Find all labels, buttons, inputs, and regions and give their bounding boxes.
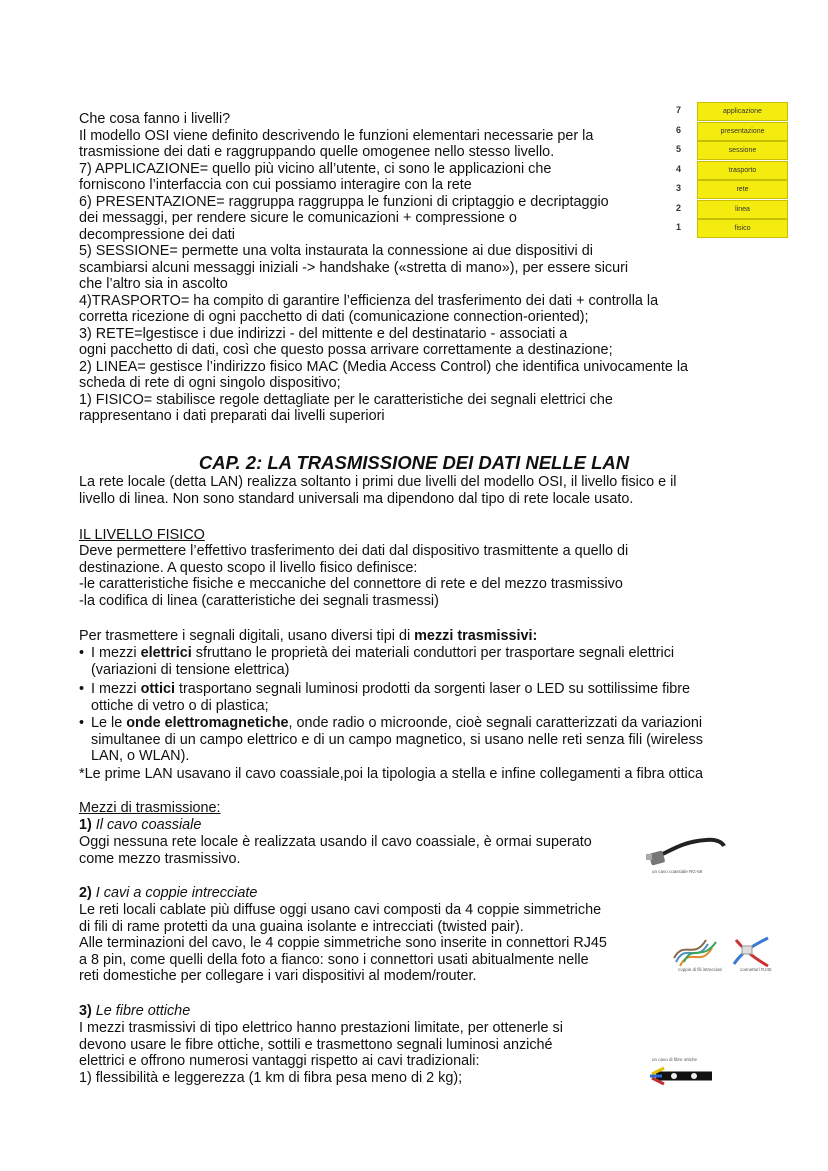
osi-layer-label: presentazione bbox=[697, 122, 788, 141]
fiber-optic-image bbox=[650, 1062, 725, 1090]
osi-layer-number: 2 bbox=[676, 202, 682, 213]
bullet-glyph: • bbox=[79, 645, 85, 661]
text-line: destinazione. A questo scopo il livello fisico definisce: bbox=[79, 559, 418, 576]
bullet-glyph: • bbox=[79, 681, 85, 697]
text-line: scambiarsi alcuni messaggi iniziali -> handshake («stretta di mano»), per essere sicuri bbox=[79, 259, 629, 276]
text-line: 5) SESSIONE= permette una volta instaurata la connessione ai due dispositivi di bbox=[79, 243, 593, 259]
text-line: forniscono l’interfaccia con cui possiamo interagire con la rete bbox=[79, 177, 472, 193]
text-line: Oggi nessuna rete locale è realizzata usando il cavo coassiale, è ormai superato bbox=[79, 834, 592, 850]
twisted-pair-image bbox=[672, 932, 772, 972]
text-line: di fili di rame protetti da una guaina isolante e intrecciati (twisted pair). bbox=[79, 918, 524, 935]
text-line: a 8 pin, come quelli della foto a fianco: sono i connettori usati abitualmente nelle bbox=[79, 951, 589, 968]
text-line: Il modello OSI viene definito descrivendo le funzioni elementari necessarie per la bbox=[79, 127, 594, 144]
text-line: 3) RETE=lgestisce i due indirizzi - del mittente e del destinatario - associati a bbox=[79, 325, 568, 342]
osi-layer-row bbox=[670, 200, 792, 219]
text-line: rappresentano i dati preparati dai livelli superiori bbox=[79, 408, 385, 424]
text-line: -le caratteristiche fisiche e meccaniche del connettore di rete e del mezzo trasmissivo bbox=[79, 576, 623, 592]
osi-layer-row bbox=[670, 161, 792, 180]
rj45-caption: connettori RJ45 bbox=[740, 967, 772, 972]
text-line: trasmissione dei dati e raggruppando quelle omogenee nello stesso livello. bbox=[79, 144, 555, 160]
twisted-pair-caption: coppie di fili intrecciati bbox=[678, 967, 722, 972]
text-line: simultanee di un campo elettrico e di un campo magnetico, si usano nelle reti senza fili (wireless bbox=[91, 731, 703, 748]
text-line: ottiche di vetro o di plastica; bbox=[91, 697, 269, 714]
text-line: 6) PRESENTAZIONE= raggruppa raggruppa le funzioni di criptaggio e decriptaggio bbox=[79, 193, 609, 210]
text-line: 2) LINEA= gestisce l’indirizzo fisico MAC (Media Access Control) che identifica univocamente la bbox=[79, 358, 689, 375]
osi-layer-label: sessione bbox=[697, 141, 788, 160]
text-line: ogni pacchetto di dati, così che questo possa arrivare correttamente a destinazione; bbox=[79, 342, 613, 358]
section2-title: 2) I cavi a coppie intrecciate bbox=[79, 885, 258, 901]
osi-layer-row bbox=[670, 219, 792, 238]
osi-layer-row bbox=[670, 102, 792, 121]
osi-layer-label: linea bbox=[697, 200, 788, 219]
osi-layer-row bbox=[670, 122, 792, 141]
means-heading: Mezzi di trasmissione: bbox=[79, 800, 221, 816]
media-intro: Per trasmettere i segnali digitali, usano diversi tipi di mezzi trasmissivi: bbox=[79, 628, 538, 644]
osi-layer-label: rete bbox=[697, 180, 788, 199]
osi-layer-row bbox=[670, 141, 792, 160]
text-line: corretta ricezione di ogni pacchetto di dati (comunicazione connection-oriented); bbox=[79, 309, 589, 325]
text-line: Che cosa fanno i livelli? bbox=[79, 111, 231, 127]
osi-layer-number: 4 bbox=[676, 163, 682, 174]
text-line: reti domestiche per collegare i vari dispositivi al modem/router. bbox=[79, 968, 477, 984]
osi-layer-label: trasporto bbox=[697, 161, 788, 180]
text-line: -la codifica di linea (caratteristiche dei segnali trasmessi) bbox=[79, 592, 439, 609]
text-line: Alle terminazioni del cavo, le 4 coppie simmetriche sono inserite in connettori RJ45 bbox=[79, 935, 607, 951]
text-line: livello di linea. Non sono standard universali ma dipendono dal tipo di rete locale usato. bbox=[79, 490, 634, 507]
text-line: 1) flessibilità e leggerezza (1 km di fibra pesa meno di 2 kg); bbox=[79, 1069, 463, 1086]
physical-level-heading: IL LIVELLO FISICO bbox=[79, 527, 205, 543]
osi-layer-number: 3 bbox=[676, 183, 682, 193]
osi-layer-number: 1 bbox=[676, 222, 682, 232]
note-line: *Le prime LAN usavano il cavo coassiale,poi la tipologia a stella e infine collegamenti a fibra ottica bbox=[79, 766, 703, 782]
coax-caption: un cavo coassiale RG-58 bbox=[652, 869, 703, 874]
section1-title: 1) Il cavo coassiale bbox=[79, 817, 202, 833]
text-line: devono usare le fibre ottiche, sottili e trasmettono segnali luminosi anziché bbox=[79, 1036, 553, 1053]
text-line: 4)TRASPORTO= ha compito di garantire l’efficienza del trasferimento dei dati + controlla la bbox=[79, 292, 659, 309]
text-line: scheda di rete di ogni singolo dispositivo; bbox=[79, 375, 341, 391]
text-line: come mezzo trasmissivo. bbox=[79, 850, 241, 867]
text-line: elettrici e offrono numerosi vantaggi rispetto ai cavi tradizionali: bbox=[79, 1053, 480, 1069]
bullet-item: I mezzi ottici trasportano segnali luminosi prodotti da sorgenti laser o LED su sottilissime fibre bbox=[91, 681, 691, 697]
coaxial-cable-image bbox=[646, 832, 726, 872]
osi-layer-row bbox=[670, 180, 792, 199]
osi-layer-number: 5 bbox=[676, 144, 682, 154]
text-line: Deve permettere l’effettivo trasferimento dei dati dal dispositivo trasmittente a quello di bbox=[79, 543, 629, 559]
text-line: dei messaggi, per rendere sicure le comunicazioni + compressione o bbox=[79, 210, 517, 226]
osi-layer-label: fisico bbox=[697, 219, 788, 238]
text-line: 7) APPLICAZIONE= quello più vicino all’utente, ci sono le applicazioni che bbox=[79, 160, 552, 177]
text-line: La rete locale (detta LAN) realizza soltanto i primi due livelli del modello OSI, il livello fisico e il bbox=[79, 474, 677, 490]
chapter-title: CAP. 2: LA TRASMISSIONE DEI DATI NELLE LAN bbox=[198, 452, 630, 473]
text-line: I mezzi trasmissivi di tipo elettrico hanno prestazioni limitate, per ottenerle si bbox=[79, 1020, 563, 1036]
bullet-glyph: • bbox=[79, 715, 85, 731]
text-line: Le reti locali cablate più diffuse oggi usano cavi composti da 4 coppie simmetriche bbox=[79, 902, 602, 918]
text-line: LAN, o WLAN). bbox=[91, 748, 190, 764]
text-line: (variazioni di tensione elettrica) bbox=[91, 661, 290, 678]
bullet-item: I mezzi elettrici sfruttano le proprietà dei materiali conduttori per trasportare segnali elettrici bbox=[91, 645, 675, 661]
text-line: che l’altro sia in ascolto bbox=[79, 276, 228, 292]
section3-title: 3) Le fibre ottiche bbox=[79, 1003, 191, 1019]
osi-layer-label: applicazione bbox=[697, 102, 788, 121]
text-line: 1) FISICO= stabilisce regole dettagliate per le caratteristiche dei segnali elettrici che bbox=[79, 391, 613, 408]
fiber-caption: un cavo di fibre ottiche bbox=[652, 1057, 698, 1062]
osi-layer-number: 6 bbox=[676, 124, 682, 135]
bullet-item: Le le onde elettromagnetiche, onde radio o microonde, cioè segnali caratterizzati da variazioni bbox=[91, 715, 703, 731]
osi-layer-number: 7 bbox=[676, 105, 682, 115]
text-line: decompressione dei dati bbox=[79, 226, 235, 243]
